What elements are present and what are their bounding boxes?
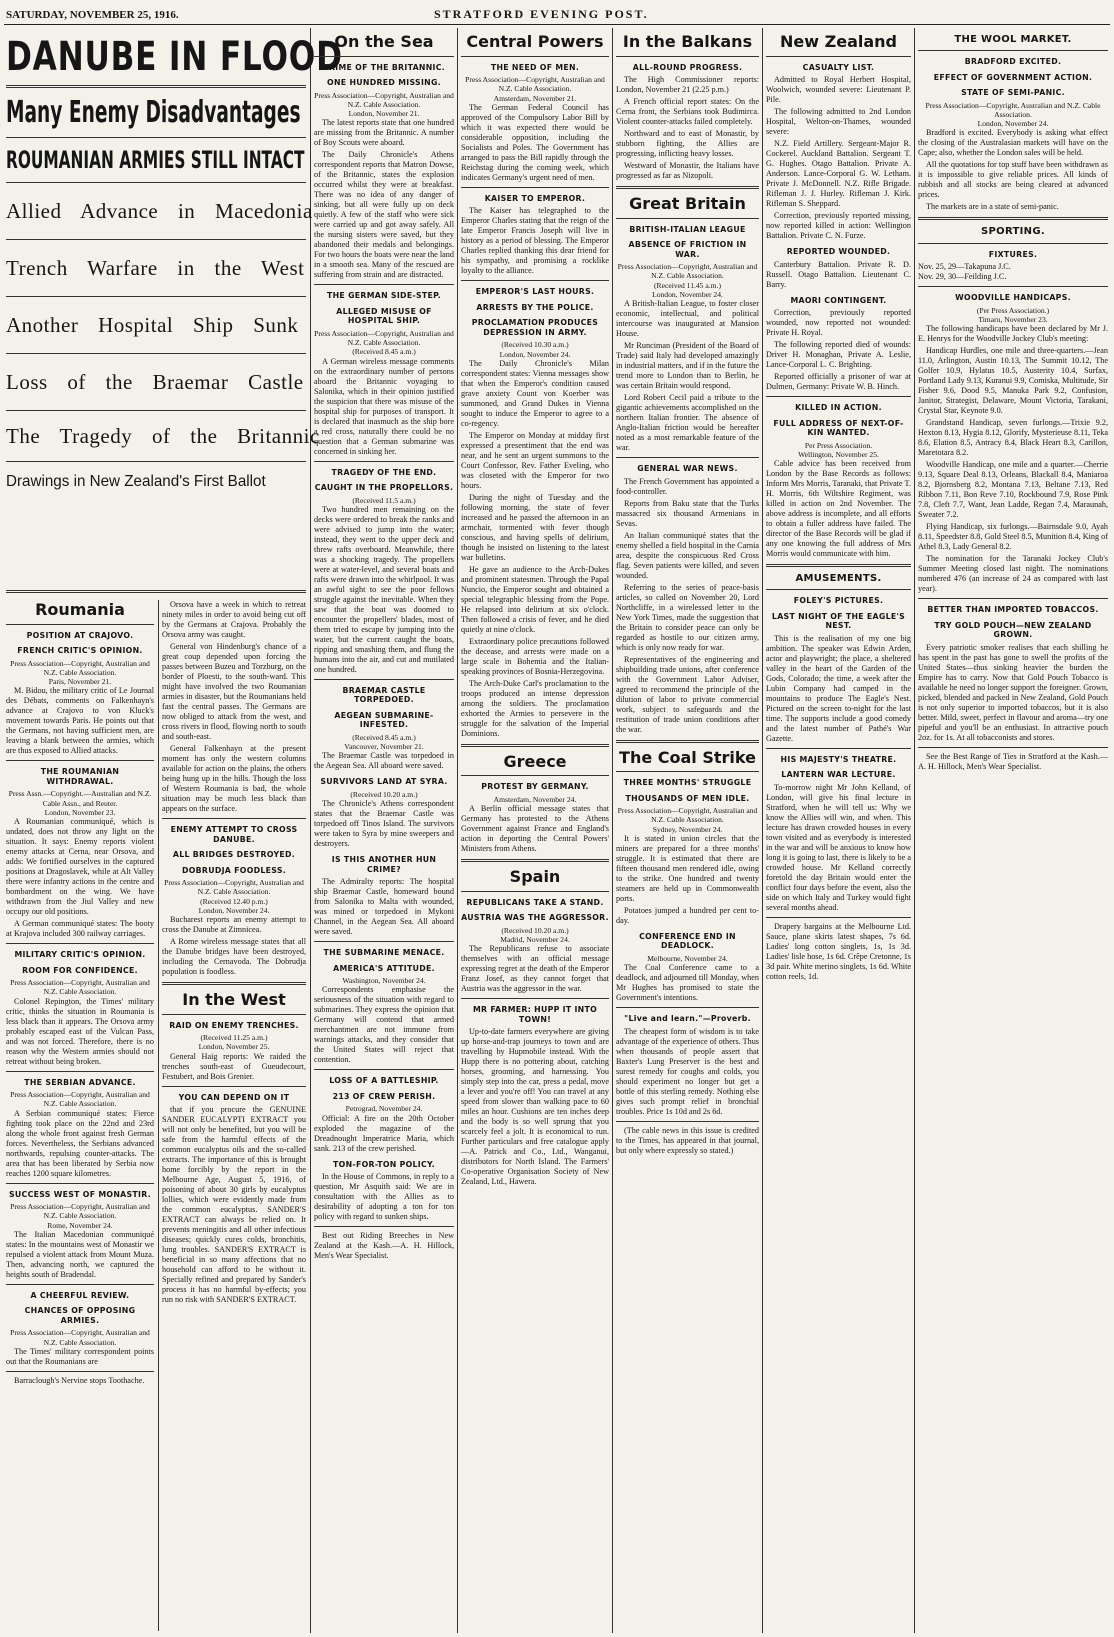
subhead: LAST NIGHT OF THE EAGLE'S NEST. xyxy=(771,611,906,631)
dateline: Sydney, November 24. xyxy=(652,824,723,834)
paragraph: It is stated in union circles that the miners are prepared for a three months' struggle. It is estimated that there are fifteen thousand men rendered idle, owing to the strike. One hundred and twenty steamers are held up in Commonwealth ports. xyxy=(616,833,759,903)
subhead: CAUGHT IN THE PROPELLORS. xyxy=(314,483,454,493)
subhead: KILLED IN ACTION. xyxy=(795,403,882,413)
paragraph: Cable advice has been received from London by the Base Records as follows: Inform Mrs Morris, Taranaki, that Private T. H. Morris, 6th Wiltshire Regiment, was killed in action on 2nd November. The above address is incomplete, and all efforts to obtain a fuller address have failed. The director of the Base Records will be glad if any one knowing the full address of Mrs Morris would communicate with him. xyxy=(766,459,911,559)
subhead: SUCCESS WEST OF MONASTIR. xyxy=(9,1189,151,1199)
received-time: (Received 12.40 p.m.) xyxy=(200,896,268,906)
central-powers-column xyxy=(461,28,609,1633)
headline-line: Trench Warfare in the West xyxy=(6,256,305,280)
column-rule xyxy=(457,28,458,1633)
dateline: Paris, November 21. xyxy=(48,677,112,687)
section-title-sporting: SPORTING. xyxy=(981,226,1045,238)
paragraph: Correction, previously reported wounded, now reported not wounded: Private H. Royal. xyxy=(766,308,911,338)
subhead: THE SERBIAN ADVANCE. xyxy=(24,1077,136,1087)
paragraph: M. Bidou, the military critic of Le Journal des Débats, comments on Falkenhayn's advance at Crajovo to von Kluck's movement towards Paris. He points out that the Germans, not having sufficient men, are leaving a blank between the armies, which are thus exposed to Allied attacks. xyxy=(6,686,154,756)
advert: Up-to-date farmers everywhere are giving up horse-and-trap journeys to town and are travelling by Hupmobile instead. With the Hupp there is no pottering about, catching horses, grooming, and harnessing. You simply step into the car, press a pedal, move a lever and you're off! You can travel at any speed from slower than walking pace to 60 miles an hour. Cushions are ten inches deep and the body is so well sprung that you scarcely feel a jolt. It is economical to run. Further particulars and free catalogue apply—A. Patrick and Co., Ltd., Wanganui, distributors for North Island. The Farmers' Co-operative Organisation Society of New Zealand, Ltd., Hawera. xyxy=(461,1027,609,1187)
paragraph: A Berlin official message states that Germany has protested to the Athens Government against France and England's action in deporting the Central Powers' Ministers from Athens. xyxy=(461,804,609,854)
dateline: Vancouver, November 21. xyxy=(344,742,424,752)
paper-title: STRATFORD EVENING POST. xyxy=(434,7,649,21)
section-title-great-britain: Great Britain xyxy=(629,194,746,214)
advert: Drapery bargains at the Melbourne Ltd. Sauce, plane skirts latest shapes, 7s 6d. Ladies' long cotton singlets, 1s, 1s 3d. Ladies' lisle hose, 1s 6d. Crêpe Cretonne, 1s 3d pair. White merino singlets, 1s 6d. White cotton reels, 1d. xyxy=(766,921,911,981)
received-time: (Received 8.45 a.m.) xyxy=(352,732,416,742)
section-title-new-zealand: New Zealand xyxy=(780,32,897,51)
column-rule xyxy=(914,28,915,1633)
paragraph: A Rome wireless message states that all the Danube bridges have been destroyed, including the Cernavoda. The Dobrudja population is foodless. xyxy=(162,937,306,976)
paragraph: Two hundred men remaining on the decks were ordered to break the ranks and were advised to jump into the water; instead, they went to the upper deck and threw rafts overboard. Meanwhile, there was a shocking tragedy. The propellers were at water-level, and several boats and rafts were drawn into the whirlpool. It was an awful sight to see the poor fellows struggle against the inevitable. When they saw that the boat was doomed to encounter the propellers' blades, most of them tried to escape by jumping into the water, but the current caught the boats, ripping and smashing them, and flung the humans into the air, and cut and mutilated one hundred. xyxy=(314,504,454,674)
fixture: Nov. 25, 29—Takapuna J.C. xyxy=(918,262,1011,272)
paragraph: Orsova have a week in which to retreat ninety miles in order to avoid being cut off by the Germans at Crajova. Probably the Orsova army was caught. xyxy=(162,600,306,639)
subhead: MR FARMER: HUPP IT INTO TOWN! xyxy=(472,1005,598,1024)
credit: Press Association—Copyright, Australian and N.Z. Cable Association. xyxy=(314,328,454,348)
paragraph: Official: A fire on the 20th October exploded the magazine of the Dreadnought Imperatrice Maria, which sank. 213 of the crew perished. xyxy=(314,1113,454,1153)
credit: Press Association—Copyright, Australian and N.Z. Cable Association. xyxy=(465,75,605,94)
section-title-amusements: AMUSEMENTS. xyxy=(795,573,882,585)
paragraph: The markets are in a state of semi-panic. xyxy=(926,202,1059,212)
paragraph: The Chronicle's Athens correspondent states that the Braemar Castle was torpedoed off Tinos Island. The survivors were taken to Syra by mine sweepers and destroyers. xyxy=(314,799,454,849)
subhead: KAISER TO EMPEROR. xyxy=(484,193,586,203)
credit: Press Association—Copyright, Australian and N.Z. Cable Association. xyxy=(10,978,150,997)
section-title-greece: Greece xyxy=(503,751,567,771)
paragraph: The Kaiser has telegraphed to the Emperor Charles stating that the reign of the late Emperor Francis Joseph will live in history as a period of blessing. The Emperor Charles replied thanking this dear friend for his sympathy, and promising a rocklike loyalty to the alliance. xyxy=(461,206,609,276)
dateline: Petrograd, November 24. xyxy=(345,1104,423,1114)
subhead: ROOM FOR CONFIDENCE. xyxy=(22,965,138,975)
dateline: London, November 24. xyxy=(198,905,270,915)
banner-divider xyxy=(6,590,306,593)
paragraph: General Haig reports: We raided the trenches south-east of Gueudecourt, Festubert, and Bois Grenier. xyxy=(162,1051,306,1081)
advert: that if you procure the GENUINE SANDER EUCALYPTI EXTRACT you will not only be benefited, but you will be safe from the harmful effects of the common eucalyptus oils and the so-called extracts. The importance of this is brought home forcibly by the report in the Melbourne Age, August 5, 1916, of poisoning of about 30 girls by eucalyptus lollies, which were evidently made from the common eucalyptus. SANDER'S EXTRACT can always be relied on. It prevents meningitis and all other infectious diseases; quickly cures colds, bronchitis, lung troubles. SANDER'S EXTRACT is beneficial in so many affections that no household can afford to be without it. Specially refined and prepared by Sander's process it has no harmful by-effects; you run no risk with SANDER'S EXTRACT. xyxy=(162,1105,306,1305)
subhead: BETTER THAN IMPORTED TOBACCOS. xyxy=(927,605,1099,615)
paragraph: Flying Handicap, six furlongs.—Bairnsdale 9.0, Ayah 8.11, Speedster 8.8, Gold Steel 8.5, Munition 8.4, King of Athel 8.3, Lady General 8.2. xyxy=(918,522,1108,552)
dateline: London, November 24. xyxy=(499,349,571,359)
paragraph: Mr Runciman (President of the Board of Trade) said Italy had developed amazingly in industrial matters, and if in the future the trend more to London than to Berlin, he was certain Britain would respond. xyxy=(616,341,759,391)
paragraph: The Arch-Duke Carl's proclamation to the troops produced an intense depression among the soldiers. The proclamation exhorted the Armies to persevere in the struggle for the salvation of the Imperial Dominions. xyxy=(461,678,609,738)
headline-line: Loss of the Braemar Castle xyxy=(6,370,304,394)
dateline: Melbourne, November 24. xyxy=(647,953,728,963)
credit: Press Association—Copyright, Australian and N.Z. Cable Association. xyxy=(617,806,758,825)
subhead: THE NEED OF MEN. xyxy=(490,62,580,72)
subhead: IS THIS ANOTHER HUN CRIME? xyxy=(331,855,437,874)
paragraph: Reported officially a prisoner of war at Dulmen, Germany: Private W. B. Hinch. xyxy=(766,372,911,392)
paragraph: The Italian Macedonian communiqué states: In the mountains west of Monastir we repulsed a violent attack from Mount Muza. Then, advancing north, we captured the heights south of Bradendal. xyxy=(6,1229,154,1279)
section-title-wool-market: THE WOOL MARKET. xyxy=(954,34,1072,45)
subhead: ALLEGED MISUSE OF HOSPITAL SHIP. xyxy=(336,306,432,326)
dateline: London, November 23. xyxy=(44,807,116,817)
front-banner xyxy=(6,34,343,498)
subhead: MILITARY CRITIC'S OPINION. xyxy=(14,950,146,960)
dateline: Amsterdam, November 24. xyxy=(493,794,577,804)
subhead: WOODVILLE HANDICAPS. xyxy=(955,293,1071,303)
subhead: CONFERENCE END IN DEADLOCK. xyxy=(639,931,736,951)
paragraph: Lord Robert Cecil paid a tribute to the gigantic achievements accomplished on the northern Italian frontier. The absence of Anglo-Italian friction would be hereafter noted as a most remarkable feature of the war. xyxy=(616,393,759,453)
paragraph: To-morrow night Mr John Kelland, of London, will give his final lecture in Stratford, when he will tell us: Why we know the Allies will win, and when. This lecture has drawn crowded houses in every town visited and as everybody is interested in the war and will be anxious to know how long it is going to last, there is likely to be a crowded house. Mr Kelland correctly foretold the day Britain would enter the conflict four days before the event, also the side on which Italy and Turkey would fight several months ahead. xyxy=(766,782,911,912)
advert: Barraclough's Nervine stops Toothache. xyxy=(14,1375,145,1385)
subhead: CRIME OF THE BRITANNIC. xyxy=(322,62,446,72)
received-time: (Received 11.45 a.m.) xyxy=(654,280,721,290)
credit: Press Assn.—Copyright.—Australian and N.Z. Cable Assn., and Reuter. xyxy=(8,789,152,808)
paragraph: Handicap Hurdles, one mile and three-quarters.—Jean 11.0, Arlington, Austin 10.13, The Summit 10.12, The Golfer 10.9, Hylatus 10.5, Austerity 10.4, Surfax, Portland Lady 9.13, Kuranui 9.9, Comiska, Multitude, Sir Fisher 9.6, Dood 9.5, Manuka Park 9.2, Confusion, Janitor, Strategist, Delaware, Mount Victoria, Tarakani, Crystal Star, Keynote 9.0. xyxy=(918,346,1108,416)
paragraph: The German Federal Council has approved of the Compulsory Labor Bill by which it was expected there would be considerable opposition, including the Socialists and Poles. The Government has arranged to pass the Bill rapidly through the Reichstag during the coming week, which indicates Germany's urgent need of men. xyxy=(461,102,609,182)
paragraph: A British-Italian League, to foster closer economic, intellectual, and political intercourse was inaugurated at Mansion House. xyxy=(616,299,759,339)
paragraph: The Emperor on Monday at midday first expressed a presentiment that the end was near, and he sent an urgent summons to the Court Confessor, Rev. Father Eveling, who was closeted with the Emperor for two hours. xyxy=(461,430,609,490)
subhead: BRITISH-ITALIAN LEAGUE xyxy=(629,224,746,234)
subhead: TRAGEDY OF THE END. xyxy=(331,467,437,477)
subhead: THOUSANDS OF MEN IDLE. xyxy=(625,793,750,803)
advert: See the Best Range of Ties in Stratford at the Kash.—A. H. Hillock, Men's Wear Specialist. xyxy=(918,751,1108,771)
subhead: TON-FOR-TON POLICY. xyxy=(333,1159,435,1169)
received-time: (Received 10.20 a.m.) xyxy=(501,925,569,935)
paragraph: Northward and to east of Monastir, by stubborn fighting, the Allies are progressing, inflicting heavy losses. xyxy=(616,129,759,159)
subhead: A CHEERFUL REVIEW. xyxy=(30,1290,130,1300)
paragraph: Colonel Repington, the Times' military critic, thinks the situation in Roumania is less black than it appears. The Orsova army probably escaped east of the Vulcan Pass, and was not forced. Therefore, there is no reason why the Western armies should not retreat without being broken. xyxy=(6,996,154,1066)
subhead: CHANCES OF OPPOSING ARMIES. xyxy=(24,1306,136,1325)
paragraph: Woodville Handicap, one mile and a quarter.—Cherrie 9.13, Square Deal 8.13, Orleans, Blackall 8.4, Maniaroa 8.2, Bjornsberg 8.2, Montana 7.13, Beltane 7.13, Red Ribbon 7.11, Bon Reve 7.10, Rockbound 7.9, Rose Pink 7.8, Cleft 7.7, Want, Jean Ladde, Regan 7.4, Maraunah, Sweater 7.2. xyxy=(918,460,1108,520)
new-zealand-column xyxy=(766,28,911,1633)
headline-line: The Tragedy of the Britannic xyxy=(6,424,320,448)
subhead: THREE MONTHS' STRUGGLE xyxy=(623,778,752,788)
paragraph: A French official report states: On the Cerna front, the Serbians took Budimirca. Violent counter-attacks failed completely. xyxy=(616,97,759,127)
subhead: HIS MAJESTY'S THEATRE. xyxy=(780,754,897,764)
section-title-balkans: In the Balkans xyxy=(622,32,753,51)
received-time: (Received 11.5 a.m.) xyxy=(352,495,416,505)
paragraph: Referring to the series of peace-basis articles, so called on November 20, Lord Northcliffe, in a wirelessed letter to the New York Times, made the suggestion that the Britain to consider peace can only be regarded as hostile to our citizen army, which is only now ready for war. xyxy=(616,582,759,652)
subhead: FOLEY'S PICTURES. xyxy=(793,596,884,606)
subhead: THE ROUMANIAN WITHDRAWAL. xyxy=(40,767,120,786)
subhead: MAORI CONTINGENT. xyxy=(790,295,887,305)
paragraph: Reports from Baku state that the Turks massacred six thousand Armenians in Sevas. xyxy=(616,498,759,528)
paragraph: The latest reports state that one hundred are missing from the Britannic. A number of Boy Scouts were aboard. xyxy=(314,118,454,148)
paragraph: Westward of Monastir, the Italians have progressed as far as Nizopoli. xyxy=(616,161,759,181)
subhead: FIXTURES. xyxy=(988,249,1038,259)
dateline: Wellington, November 25. xyxy=(798,449,879,459)
headline-line: Drawings in New Zealand's First Ballot xyxy=(6,473,266,490)
column-rule xyxy=(762,28,763,1633)
dateline: London, November 25. xyxy=(198,1042,270,1052)
received-time: (Received 10.20 a.m.) xyxy=(350,789,418,799)
paragraph: The Daily Chronicle's Milan correspondent states: Vienna messages show that when the Emperor's condition caused grave anxiety Count von Koerber was summoned, and Grand Dukes in Vienna sought to induce the Emperor to agree to a co-regency. xyxy=(461,358,609,428)
subhead: AUSTRIA WAS THE AGGRESSOR. xyxy=(461,913,609,923)
paragraph: A German wireless message comments on the extraordinary number of persons aboard the Britannic voyaging to Salonika, which in their opinion justified the suspicion that there was misuse of the hospital ship for purposes of transport. It is declared that inasmuch as the ship bore a red cross, naturally there could be no question that a German submarine was concerned in sinking her. xyxy=(314,356,454,456)
subhead: AEGEAN SUBMARINE-INFESTED. xyxy=(334,710,434,730)
paragraph: The nomination for the Taranaki Jockey Club's Summer Meeting closed last night. The nominations numbered 476 (an increase of 24 as compared with last year). xyxy=(918,554,1108,594)
subhead: "Live and learn."—Proverb. xyxy=(624,1014,751,1024)
roumania-column xyxy=(6,596,154,1631)
subhead: LANTERN WAR LECTURE. xyxy=(781,770,896,780)
subhead: ARRESTS BY THE POLICE. xyxy=(476,302,594,312)
paragraph: Representatives of the engineering and shipbuilding trade unions, after conference with the Government Labor Adviser, agreed to recommend the principle of the dilution of labor to private commercial work, subject to safeguards and the restitution of trade union conditions after the war. xyxy=(616,654,759,734)
subhead: LOSS OF A BATTLESHIP. xyxy=(329,1076,439,1086)
subhead: PROTEST BY GERMANY. xyxy=(481,782,589,792)
credit: Press Association—Copyright, Australian and N.Z. Cable Association. xyxy=(314,90,454,109)
received-time: (Received 10.30 a.m.) xyxy=(501,340,569,350)
subhead: STATE OF SEMI-PANIC. xyxy=(961,88,1065,98)
subhead: REPORTED WOUNDED. xyxy=(786,247,891,257)
credit: Press Association—Copyright, Australian and N.Z. Cable Association. xyxy=(10,1202,150,1221)
subhead: ALL BRIDGES DESTROYED. xyxy=(172,850,296,859)
paragraph: Correction, previously reported missing, now reported killed in action: Wellington Battalion. Private C. N. Furze. xyxy=(766,211,911,241)
sea-column xyxy=(314,28,454,1633)
subhead: PROCLAMATION PRODUCES DEPRESSION IN ARMY. xyxy=(471,318,599,337)
advert: Best out Riding Breeches in New Zealand at the Kash.—A. H. Hillock, Men's Wear Specialist. xyxy=(314,1231,454,1261)
paragraph: The following handicaps have been declared by Mr J. E. Henrys for the Woodville Jockey Club's meeting: xyxy=(918,324,1108,344)
subhead: ENEMY ATTEMPT TO CROSS DANUBE. xyxy=(170,825,298,844)
dateline: Rome, November 24. xyxy=(47,1220,113,1230)
paragraph: Bucharest reports an enemy attempt to cross the Danube at Zimnicea. xyxy=(162,915,306,934)
subhead: TRY GOLD POUCH—NEW ZEALAND GROWN. xyxy=(934,620,1092,640)
paragraph: N.Z. Field Artillery. Sergeant-Major R. Cockerel. Auckland Battalion. Sergeant T. G. Hughes. Otago Battalion. Private A. Anderson. Lance-Corporal G. W. Letham. Private J. McDonnell. N.Z. Rifle Brigade. Rifleman J. J. Hurley. Rifleman J. Kirk. Rifleman S. Sheppard. xyxy=(766,139,911,209)
column-rule xyxy=(310,28,311,1633)
dateline: London, November 21. xyxy=(348,109,420,119)
subhead: EFFECT OF GOVERNMENT ACTION. xyxy=(933,72,1093,82)
subhead: AMERICA'S ATTITUDE. xyxy=(333,963,435,973)
paragraph: An Italian communiqué states that the enemy shelled a field hospital in the Carnia area, despite the conspicuous Red Cross flag. Seven patients were killed, and seven wounded. xyxy=(616,530,759,580)
paragraph: General Falkenhayn at the present moment has only the western columns available for action on the plains, the others being hung up in the hills. Though the loss of Western Roumania is bad, the whole situation may be much less black than appears on the surface. xyxy=(162,744,306,813)
credit: Press Association—Copyright, Australian and N.Z. Cable Association. xyxy=(164,878,304,897)
subhead: 213 OF CREW PERISH. xyxy=(332,1091,436,1101)
subhead: THE SUBMARINE MENACE. xyxy=(323,948,445,958)
subhead: THE GERMAN SIDE-STEP. xyxy=(326,291,441,301)
paragraph: Correspondents emphasise the seriousness of the situation with regard to submarines. They express the opinion that Germany will contend that armed merchantmen are not immune from warnings attacks, and they consider that the United States will reject that contention. xyxy=(314,985,454,1065)
credit: Press Association—Copyright, Australian and N.Z. Cable Association. xyxy=(10,658,150,677)
section-title-roumania: Roumania xyxy=(35,600,125,619)
credit: (Per Press Association.) xyxy=(976,305,1050,315)
paragraph: He gave an audience to the Arch-Dukes and prominent statesmen. Through the Papal Nuncio, the Emperor sought and obtained a special telegraphic blessing from the Pope. He relapsed into delirium at six o'clock. Then followed a crisis of fever, and he died quietly at nine o'clock. xyxy=(461,564,609,634)
advert: Every patriotic smoker realises that each shilling he has spent in the past has gone to swell the profits of the United States—thus sinking heavier the burden the Empire has to carry. Now that Gold Pouch Tobacco is available he need no longer support the foreigner. Grown, picked, blended and packed in New Zealand, Gold Pouch is not only superior to imported tobaccos, but it is also better. Mild, sweet, perfect in flavour and aroma—try one pipeful and you'll be an enthusiast. In attractive pouch 2oz. for 1s. At all tobacconists and stores. xyxy=(918,642,1108,742)
paragraph: A German communiqué states: The booty at Krajova included 300 railway carriages. xyxy=(6,919,154,939)
subhead: EMPEROR'S LAST HOURS. xyxy=(475,287,595,297)
subhead: DOBRUDJA FOODLESS. xyxy=(181,865,287,875)
subhead: ALL-ROUND PROGRESS. xyxy=(632,62,743,72)
section-title-spain: Spain xyxy=(509,867,561,887)
paragraph: The Braemar Castle was torpedoed in the Aegean Sea. All aboard were saved. xyxy=(314,751,454,771)
subhead: RAID ON ENEMY TRENCHES. xyxy=(169,1020,299,1030)
headline-sub: Many Enemy Disadvantages xyxy=(6,95,301,130)
paragraph: A Roumanian communiqué, which is undated, does not throw any light on the situation. It says: Enemy reports violent enemy attacks at Cerna, near Orsova, and adds: We fortified ourselves in the captured positions at Dragoslavek, while at Alt Valley there were infantry actions in the centre and bombardment on the wing. We have withdrawn from the Jiul Valley and new occupy our old positions. xyxy=(6,817,154,917)
paragraph: The French Government has appointed a food-controller. xyxy=(616,476,759,496)
subhead: FRENCH CRITIC'S OPINION. xyxy=(17,646,143,656)
editorial-note: (The cable news in this issue is credited to the Times, has appeared in that journal, but only where expressly so stated.) xyxy=(616,1125,759,1155)
paragraph: Grandstand Handicap, seven furlongs.—Trixie 9.2, Hexton 8.13, Hygia 8.12, Glorify, Mysterieuse 8.11, Teka 8.6, Elation 8.5, Antracy 8.4, Black Heart 8.3, Carillon, Maretotara 8.2. xyxy=(918,418,1108,458)
dateline: Amsterdam, November 21. xyxy=(493,93,577,103)
dateline: Washington, November 24. xyxy=(342,976,426,986)
subhead: ABSENCE OF FRICTION IN WAR. xyxy=(628,240,747,259)
paragraph: All the quotations for top stuff have been withdrawn as it is impossible to give reliable prices. All kinds of rubbish and all stocks are being cleared at advanced prices. xyxy=(918,160,1108,200)
paragraph: The following admitted to 2nd London Hospital, Welton-on-Thames, wounded severe: xyxy=(766,107,911,137)
wool-sporting-column xyxy=(918,28,1108,1633)
section-title-west: In the West xyxy=(182,990,286,1009)
column-rule xyxy=(612,28,613,1633)
dateline: London, November 24. xyxy=(977,119,1049,129)
credit: Press Association—Copyright, Australian and N.Z. Cable Association. xyxy=(10,1090,150,1109)
subhead: SURVIVORS LAND AT SYRA. xyxy=(320,777,448,787)
subhead: REPUBLICANS TAKE A STAND. xyxy=(466,897,604,907)
paragraph: Canterbury Battalion. Private R. D. Russell. Otago Battalion. Lieutenant C. Barry. xyxy=(766,259,911,289)
paragraph: During the night of Tuesday and the following morning, the state of fever increased and he passed the afternoon in an armchair, tormented with fever though conscious, and having spells of delirium, though he insisted on listening to the latest war bulletins. xyxy=(461,492,609,562)
subhead: GENERAL WAR NEWS. xyxy=(637,464,738,474)
section-title-central-powers: Central Powers xyxy=(466,32,604,51)
advert: The cheapest form of wisdom is to take advantage of the experience of others. Thus when thousands of people assert that Baxter's Lung Preserver is the best and surest remedy for coughs and colds, you should experiment no longer but get a bottle of this sterling remedy. Nothing else gives such prompt relief in bronchial troubles. Price 1s 10d and 2s 6d. xyxy=(616,1026,759,1116)
subhead: BRAEMAR CASTLE TORPEDOED. xyxy=(342,685,426,705)
paragraph: A Serbian communiqué states: Fierce fighting took place on the 22nd and 23rd along the whole front against fresh German forces. Nevertheless, the Serbians advanced northwards, repulsing counter-attacks. The area that has been liberated by Serbia now reaches 1200 square kilometres. xyxy=(6,1108,154,1178)
dateline: London, November 24. xyxy=(652,289,723,299)
subhead: CASUALTY LIST. xyxy=(802,62,875,72)
paragraph: The Coal Conference came to a deadlock, and adjourned till Monday, when Mr Hughes has promised to state the Government's intentions. xyxy=(616,963,759,1003)
headline-sub2: ROUMANIAN ARMIES STILL INTACT xyxy=(6,146,305,174)
paragraph: The Times' military correspondent points out that the Roumanians are xyxy=(6,1346,154,1366)
credit: Press Association—Copyright, Australian and N.Z. Cable Association. xyxy=(925,100,1101,119)
subhead: ONE HUNDRED MISSING. xyxy=(327,78,441,88)
received-time: (Received 8.45 a.m.) xyxy=(352,347,416,357)
headline-main: DANUBE IN FLOOD xyxy=(6,34,343,80)
section-title-sea: On the Sea xyxy=(334,32,434,51)
paragraph: General von Hindenburg's chance of a great coup depended upon forcing the passes between Buzeu and Torzburg, on the border of Ploesti, to the south-ward. This might have involved the two Roumanian armies in disaster, but the Roumanians held fast the central passes. The Germans are now obliged to attack from the west, and cross rivers in flood, flowing north to south and south-east. xyxy=(162,642,306,741)
subhead: POSITION AT CRAJOVO. xyxy=(26,630,134,640)
paragraph: In the House of Commons, in reply to a question, Mr Asquith said: We are in consultation with the Allies as to desirability of adopting a ton for ton policy with regard to sunken ships. xyxy=(314,1172,454,1222)
credit: Per Press Association. xyxy=(804,440,873,450)
paragraph: Potatoes jumped a hundred per cent to-day. xyxy=(616,905,759,925)
dateline: Madrid, November 24. xyxy=(500,934,570,944)
paragraph: Bradford is excited. Everybody is asking what effect the closing of the Australasian markets will have on the Cape; also, whether the London sales will be held. xyxy=(918,128,1108,158)
paragraph: The Republicans refuse to associate themselves with an official message expressing regret at the death of the Emperor Franz Josef, as they cannot forget that Austria was the aggressor in the war. xyxy=(461,944,609,994)
issue-date: SATURDAY, NOVEMBER 25, 1916. xyxy=(6,9,179,21)
headline-line: Allied Advance in Macedonia xyxy=(6,199,313,223)
paragraph: The following reported died of wounds: Driver H. Monaghan, Private A. Leslie, Lance-Corporal L. C. Brighting. xyxy=(766,340,911,370)
credit: Press Association—Copyright, Australian and N.Z. Cable Association. xyxy=(617,262,758,281)
subhead: FULL ADDRESS OF NEXT-OF-KIN WANTED. xyxy=(773,418,904,438)
paragraph: The High Commissioner reports: London, November 21 (2.25 p.m.) xyxy=(616,75,759,95)
column-rule xyxy=(158,600,159,1631)
dateline: Timaru, November 23. xyxy=(978,314,1048,324)
masthead xyxy=(4,4,1110,25)
subhead: BRADFORD EXCITED. xyxy=(964,57,1062,67)
paragraph: Admitted to Royal Herbert Hospital, Woolwich, wounded severe: Lieutenant P. Pile. xyxy=(766,75,911,105)
paragraph: The Admiralty reports: The hospital ship Braemar Castle, homeward bound from Salonika to Malta with wounded, was mined or torpedoed in Mykoni Channel, in the Aegean Sea. All aboard were saved. xyxy=(314,877,454,937)
fixture: Nov. 29, 30—Feilding J.C. xyxy=(918,272,1007,282)
balkans-column xyxy=(616,28,759,1633)
paragraph: The Daily Chronicle's Athens correspondent reports that Matron Dowse, of the Britannic, states the explosion occurred whilst they were at breakfast. There was no idea of any danger of sinking, but all were fully up on deck quietly. A few of the staff who were sick were carried up and got away safely. All the nursing sisters were saved, but they abandoned their medals and belongings. For two hours the boats were near the land in a smooth sea. Many of the rescued are suffering from strain and are distracted. xyxy=(314,150,454,280)
paragraph: Extraordinary police precautions followed the decease, and arrests were made on a large scale in Bohemia and the Italian-speaking provinces of Bosnia-Herzegovina. xyxy=(461,636,609,676)
credit: Press Association—Copyright, Australian and N.Z. Cable Association. xyxy=(10,1328,150,1347)
subhead: YOU CAN DEPEND ON IT xyxy=(178,1092,290,1102)
paragraph: This is the realisation of my one big ambition. The speaker was Edwin Arden, actor and playwright; the place, a sheltered valley in the heart of the Garden of the Gods, Colorado; the time, a week after the Lubin Company had camped in the mountains to produce The Eagle's Nest. Pictured on the screen to-night for the last time. The supports include a good comedy and the latest number of Pathé's War Gazette. xyxy=(766,633,911,743)
received-time: (Received 11.25 a.m.) xyxy=(200,1033,268,1043)
headline-line: Another Hospital Ship Sunk xyxy=(6,313,299,337)
section-title-coal-strike: The Coal Strike xyxy=(619,747,756,767)
column-two xyxy=(162,600,306,1631)
